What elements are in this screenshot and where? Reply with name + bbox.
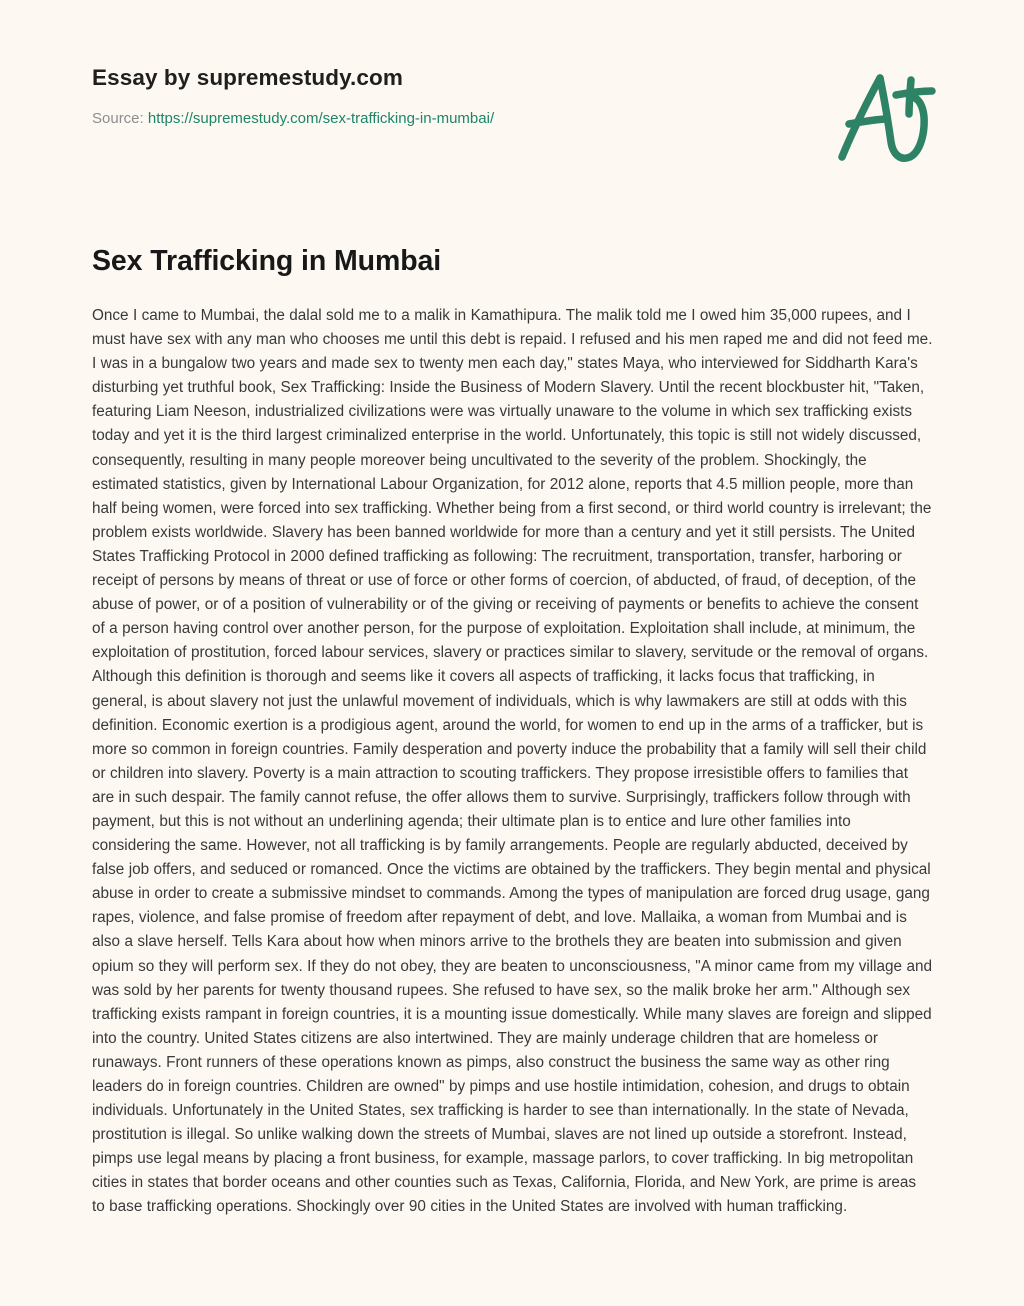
source-url-link[interactable]: https://supremestudy.com/sex-trafficking-in-mumbai/ (147, 110, 495, 127)
a-plus-logo-icon (827, 62, 942, 172)
source-line (92, 109, 932, 129)
article-body-text: Once I came to Mumbai, the dalal sold me to a malik in Kamathipura. The malik told me I owed him 35,000 rupees, and I must have sex with any man who chooses me until this debt is repaid. I refused and his men raped me and did not feed me. I was in a bungalow two years and made sex to twenty men each day," states Maya, who interviewed for Siddharth Kara's disturbing yet truthful book, Sex Trafficking: Inside the Business of Modern Slavery. Until the recent blockbuster hit, "Taken, featuring Liam Neeson, industrialized civilizations were was virtually unaware to the volume in which sex trafficking exists today and yet it is the third largest criminalized enterprise in the world. Unfortunately, this topic is still not widely discussed, consequently, resulting in many people moreover being uncultivated to the severity of the problem. Shockingly, the estimated statistics, given by International Labour Organization, for 2012 alone, reports that 4.5 million people, more than half being women, were forced into sex trafficking. Whether being from a first second, or third world country is irrelevant; the problem exists worldwide. Slavery has been banned worldwide for more than a century and yet it still persists. The United States Trafficking Protocol in 2000 defined trafficking as following: The recruitment, transportation, transfer, harboring or receipt of persons by means of threat or use of force or other forms of coercion, of abducted, of fraud, of deception, of the abuse of power, or of a position of vulnerability or of the giving or receiving of payments or benefits to achieve the consent of a person having control over another person, for the purpose of exploitation. Exploitation shall include, at minimum, the exploitation of prostitution, forced labour services, slavery or practices similar to slavery, servitude or the removal of organs. Although this definition is thorough and seems like it covers all aspects of trafficking, it lacks focus that trafficking, in general, is about slavery not just the unlawful movement of individuals, which is why lawmakers are still at odds with this definition. Economic exertion is a prodigious agent, around the world, for women to end up in the arms of a trafficker, but is more so common in foreign countries. Family desperation and poverty induce the probability that a family will sell their child or children into slavery. Poverty is a main attraction to scouting traffickers. They propose irresistible offers to families that are in such despair. The family cannot refuse, the offer allows them to survive. Surprisingly, traffickers follow through with payment, but this is not without an underlining agenda; their ultimate plan is to entice and lure other families into considering the same. However, not all trafficking is by family arrangements. People are regularly abducted, deceived by false job offers, and seduced or romanced. Once the victims are obtained by the traffickers. They begin mental and physical abuse in order to create a submissive mindset to commands. Among the types of manipulation are forced drug usage, gang rapes, violence, and false promise of freedom after repayment of debt, and love. Mallaika, a woman from Mumbai and is also a slave herself. Tells Kara about how when minors arrive to the brothels they are beaten into submission and given opium so they will perform sex. If they do not obey, they are beaten to unconsciousness, "A minor came from my village and was sold by her parents for twenty thousand rupees. She refused to have sex, so the malik broke her arm." Although sex trafficking exists rampant in foreign countries, it is a mounting issue domestically. While many slaves are foreign and slipped into the country. United States citizens are also intertwined. They are mainly underage children that are homeless or runaways. Front runners of these operations known as pimps, also construct the business the same way as other ring leaders do in foreign countries. Children are owned" by pimps and use hostile intimidation, cohesion, and drugs to obtain individuals. Unfortunately in the United States, sex trafficking is harder to see than internationally. In the state of Nevada, prostitution is illegal. So unlike walking down the streets of Mumbai, slaves are not lined up outside a storefront. Instead, pimps use legal means by placing a front business, for example, massage parlors, to cover trafficking. In big metropolitan cities in states that border oceans and other counties such as Texas, California, Florida, and New York, are prime is areas to base trafficking operations. Shockingly over 90 cities in the United States are involved with human trafficking. (92, 307, 933, 1216)
page-header (92, 64, 932, 129)
source-label: Source: (92, 110, 144, 127)
article (92, 243, 933, 1220)
a-plus-logo (827, 62, 942, 172)
brand-title: Essay by supremestudy.com (92, 65, 403, 90)
page-title: Sex Trafficking in Mumbai (92, 245, 442, 277)
